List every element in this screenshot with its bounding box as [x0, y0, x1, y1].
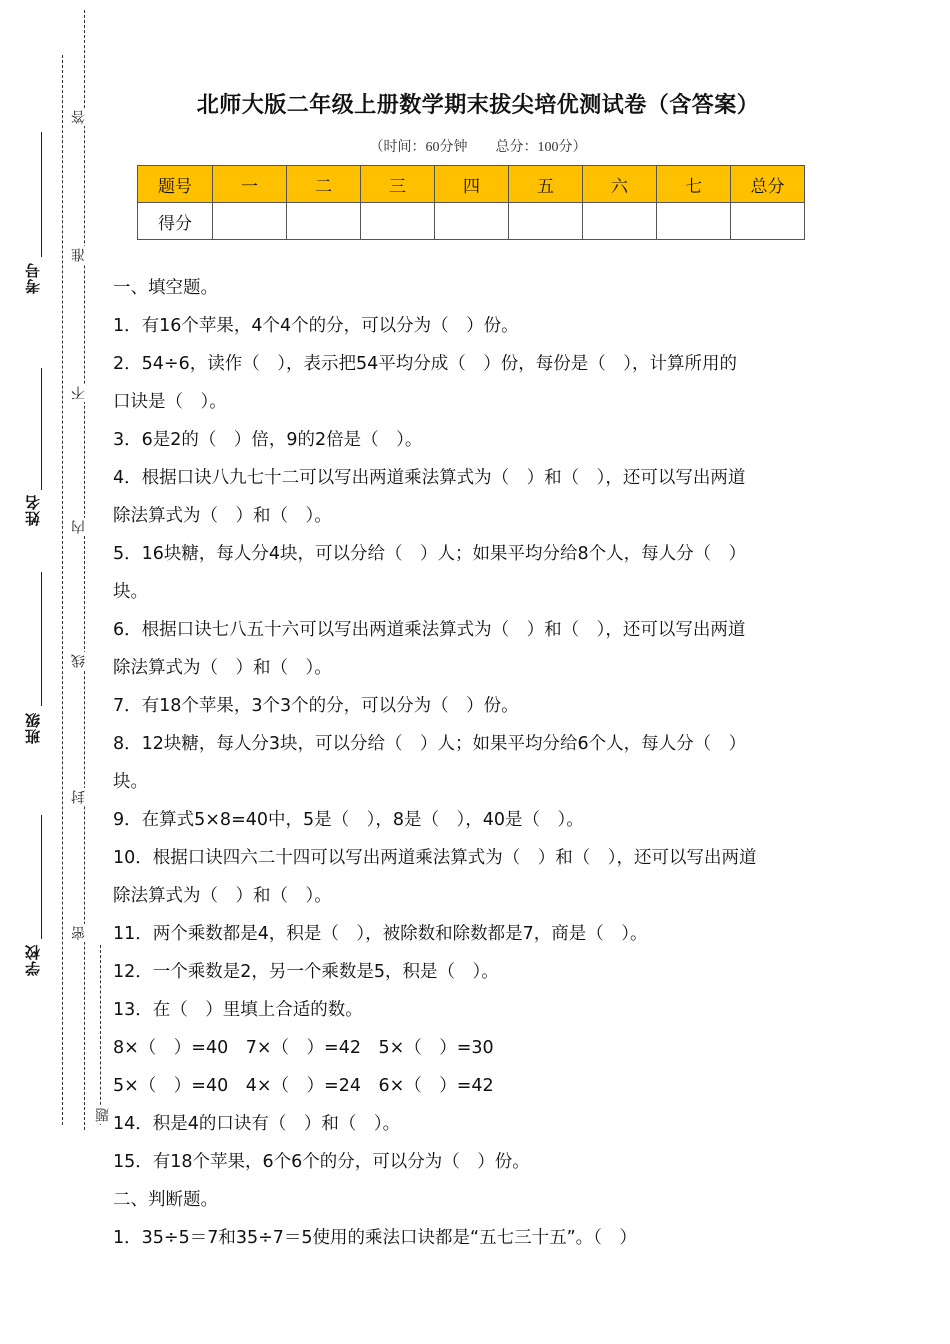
question-line: 4．根据口诀八九七十二可以写出两道乘法算式为（ ）和（ ），还可以写出两道	[113, 468, 746, 488]
equation-line: 8×（ ）=40 7×（ ）=42 5×（ ）=30	[113, 1038, 494, 1058]
score-cell[interactable]	[509, 203, 583, 240]
cut-line-middle	[84, 10, 85, 1130]
seal-char: 封	[71, 790, 87, 804]
question-line: 9．在算式5×8=40中，5是（ ），8是（ ），40是（ ）。	[113, 810, 584, 830]
cut-line-right	[100, 945, 101, 1125]
score-header-cell: 题号	[138, 166, 213, 203]
score-table	[137, 165, 805, 240]
question-line: 14．积是4的口诀有（ ）和（ ）。	[113, 1114, 401, 1134]
equation-line: 5×（ ）=40 4×（ ）=24 6×（ ）=42	[113, 1076, 494, 1096]
question-line: 除法算式为（ ）和（ ）。	[113, 658, 332, 678]
score-cell[interactable]	[583, 203, 657, 240]
seal-char: 线	[71, 654, 87, 668]
score-header-cell: 七	[657, 166, 731, 203]
score-header-cell: 一	[213, 166, 287, 203]
question-line: 1．有16个苹果，4个4个的分，可以分为（ ）份。	[113, 316, 519, 336]
score-cell[interactable]	[213, 203, 287, 240]
question-line: 5．16块糖，每人分4块，可以分给（ ）人；如果平均分给8个人，每人分（ ）	[113, 544, 747, 564]
score-cell[interactable]	[657, 203, 731, 240]
question-line: 块。	[113, 772, 148, 792]
seal-char: 准	[71, 248, 87, 262]
score-header-cell: 五	[509, 166, 583, 203]
question-line: 8．12块糖，每人分3块，可以分给（ ）人；如果平均分给6个人，每人分（ ）	[113, 734, 747, 754]
question-line: 11．两个乘数都是4，积是（ ），被除数和除数都是7，商是（ ）。	[113, 924, 648, 944]
question-line: 7．有18个苹果，3个3个的分，可以分为（ ）份。	[113, 696, 519, 716]
score-header-cell: 二	[287, 166, 361, 203]
score-table-row	[138, 203, 805, 240]
score-table-header-row	[138, 166, 805, 203]
question-line: 12．一个乘数是2，另一个乘数是5，积是（ ）。	[113, 962, 499, 982]
seal-char: 不	[71, 386, 87, 400]
binding-margin	[0, 0, 110, 1344]
question-line: 6．根据口诀七八五十六可以写出两道乘法算式为（ ）和（ ），还可以写出两道	[113, 620, 746, 640]
section-title-judgement: 二、判断题。	[113, 1190, 218, 1210]
question-line: 15．有18个苹果，6个6个的分，可以分为（ ）份。	[113, 1152, 530, 1172]
score-header-cell: 四	[435, 166, 509, 203]
question-line: 除法算式为（ ）和（ ）。	[113, 506, 332, 526]
name-label: 姓名	[24, 494, 42, 526]
name-line	[41, 368, 42, 490]
school-label: 学校	[24, 944, 42, 976]
question-line: 口诀是（ ）。	[113, 392, 227, 412]
section-title-fill-in: 一、填空题。	[113, 278, 218, 298]
seal-char: 密	[71, 926, 87, 940]
class-label: 班级	[24, 712, 42, 744]
question-line: 块。	[113, 582, 148, 602]
question-line: 除法算式为（ ）和（ ）。	[113, 886, 332, 906]
question-line: 2．54÷6，读作（ ），表示把54平均分成（ ）份，每份是（ ），计算所用的	[113, 354, 737, 374]
school-line	[41, 815, 42, 939]
seal-char: 内	[71, 520, 87, 534]
score-cell[interactable]	[435, 203, 509, 240]
question-line: 13．在（ ）里填上合适的数。	[113, 1000, 363, 1020]
exam-number-line	[41, 132, 42, 257]
seal-char: 题	[95, 1108, 111, 1122]
score-header-cell: 三	[361, 166, 435, 203]
question-line: 3．6是2的（ ）倍，9的2倍是（ ）。	[113, 430, 423, 450]
cut-line-left	[62, 55, 63, 1125]
question-line: 10．根据口诀四六二十四可以写出两道乘法算式为（ ）和（ ），还可以写出两道	[113, 848, 757, 868]
class-line	[41, 572, 42, 706]
score-cell[interactable]	[287, 203, 361, 240]
score-cell[interactable]	[361, 203, 435, 240]
score-header-cell: 六	[583, 166, 657, 203]
score-row-label: 得分	[138, 203, 213, 240]
score-cell[interactable]	[731, 203, 805, 240]
score-header-cell: 总分	[731, 166, 805, 203]
question-line: 1．35÷5＝7和35÷7＝5使用的乘法口诀都是“五七三十五”。（ ）	[113, 1228, 637, 1248]
exam-number-label: 考号	[24, 262, 42, 294]
page-title: 北师大版二年级上册数学期末拔尖培优测试卷（含答案）	[196, 93, 760, 118]
exam-subtitle: （时间：60分钟 总分：100分）	[369, 140, 587, 155]
seal-char: 答	[71, 110, 87, 124]
